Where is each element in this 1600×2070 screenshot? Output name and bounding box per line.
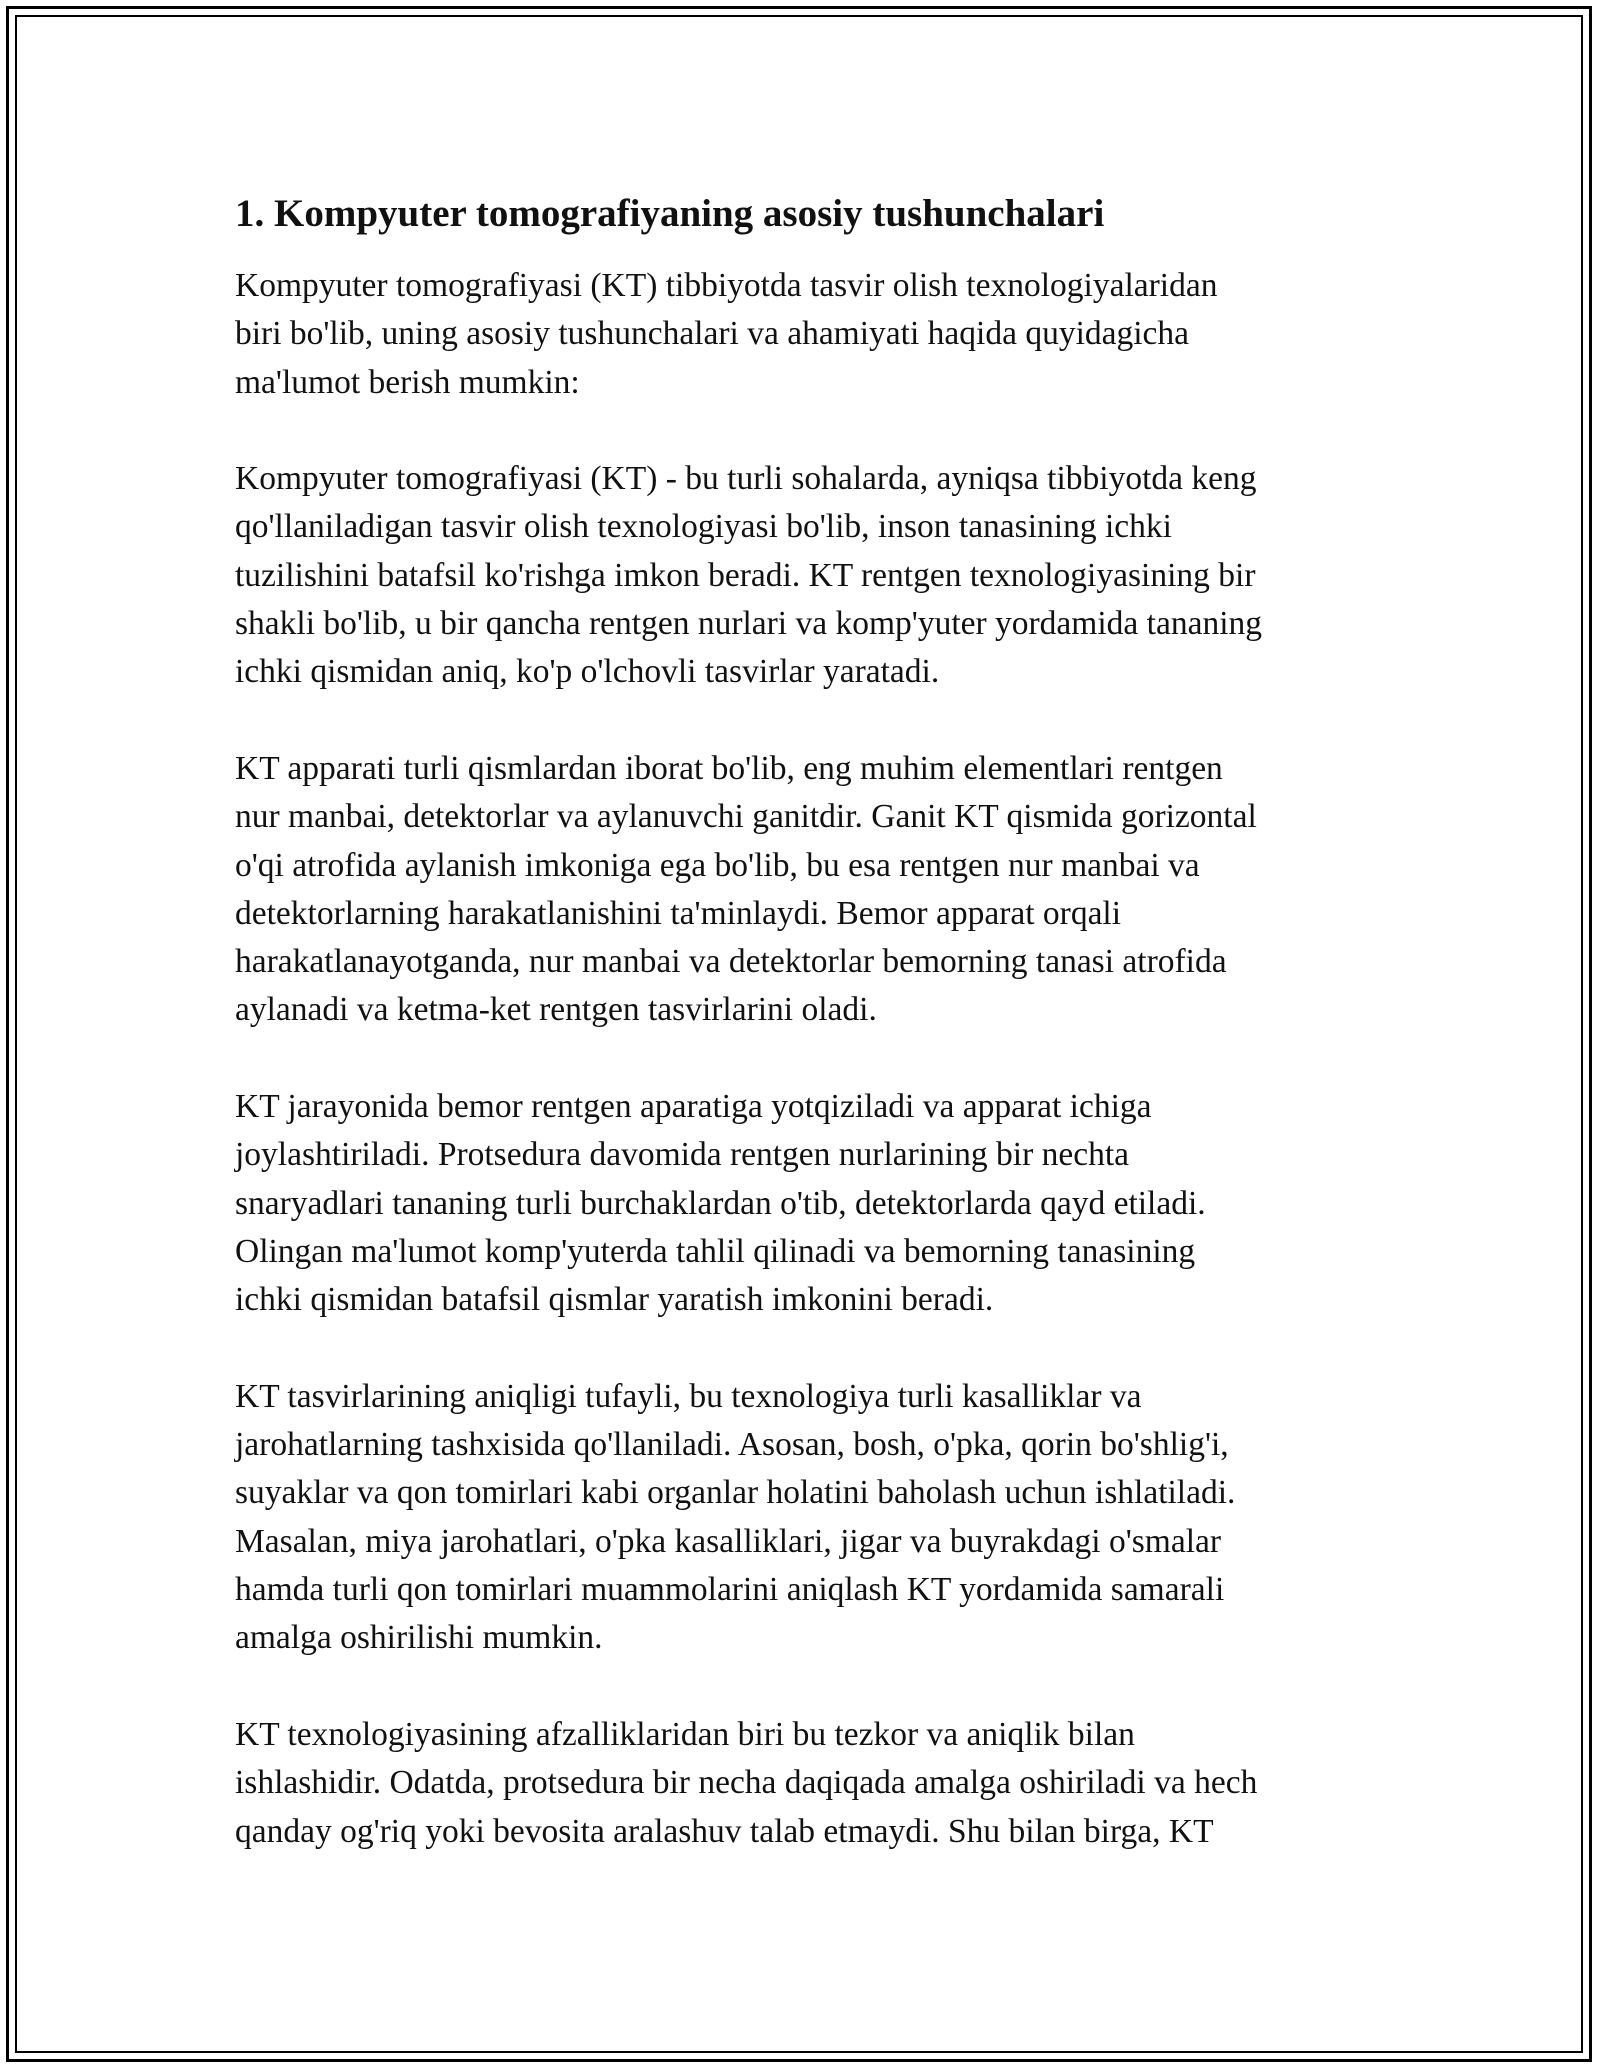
paragraph-line: Masalan, miya jarohatlari, o'pka kasalliklari, jigar va buyrakdagi o'smalar (235, 1522, 1222, 1560)
paragraph (235, 1083, 1370, 1324)
paragraph-line: KT tasvirlarining aniqligi tufayli, bu texnologiya turli kasalliklar va (235, 1377, 1142, 1415)
paragraph-line: hamda turli qon tomirlari muammolarini aniqlash KT yordamida samarali (235, 1571, 1225, 1609)
document-body (235, 186, 1370, 1904)
paragraph-line: KT texnologiyasining afzalliklaridan biri bu tezkor va aniqlik bilan (235, 1715, 1135, 1753)
paragraph-line: KT jarayonida bemor rentgen aparatiga yotqiziladi va apparat ichiga (235, 1088, 1152, 1126)
paragraph (235, 745, 1370, 1035)
paragraph-line: o'qi atrofida aylanish imkoniga ega bo'lib, bu esa rentgen nur manbai va (235, 846, 1200, 884)
paragraph-line: amalga oshirilishi mumkin. (235, 1619, 603, 1657)
paragraph-line: ishlashidir. Odatda, protsedura bir necha daqiqada amalga oshiriladi va hech (235, 1764, 1258, 1802)
paragraph-line: Olingan ma'lumot komp'yuterda tahlil qilinadi va bemorning tanasining (235, 1232, 1196, 1270)
paragraph-line: ichki qismidan batafsil qismlar yaratish imkonini beradi. (235, 1281, 994, 1319)
paragraph (235, 262, 1370, 407)
paragraph-line: snaryadlari tananing turli burchaklardan o'tib, detektorlarda qayd etiladi. (235, 1184, 1206, 1222)
paragraph-line: shakli bo'lib, u bir qancha rentgen nurlari va komp'yuter yordamida tananing (235, 605, 1263, 643)
paragraph-line: ichki qismidan aniq, ko'p o'lchovli tasvirlar yaratadi. (235, 653, 940, 691)
paragraph-line: joylashtiriladi. Protsedura davomida rentgen nurlarining bir nechta (235, 1136, 1130, 1174)
paragraph-list (235, 262, 1370, 1856)
paragraph-line: nur manbai, detektorlar va aylanuvchi ganitdir. Ganit KT qismida gorizontal (235, 798, 1257, 836)
section-heading: 1. Kompyuter tomografiyaning asosiy tushunchalari (235, 192, 1105, 235)
paragraph-line: Kompyuter tomografiyasi (KT) tibbiyotda tasvir olish texnologiyalaridan (235, 267, 1218, 304)
paragraph-line: KT apparati turli qismlardan iborat bo'lib, eng muhim elementlari rentgen (235, 749, 1223, 787)
paragraph-line: jarohatlarning tashxisida qo'llaniladi. Asosan, bosh, o'pka, qorin bo'shlig'i, (235, 1426, 1229, 1464)
paragraph-line: qo'llaniladigan tasvir olish texnologiyasi bo'lib, inson tanasining ichki (235, 508, 1172, 546)
paragraph-line: biri bo'lib, uning asosiy tushunchalari va ahamiyati haqida quyidagicha (235, 315, 1190, 353)
paragraph (235, 1373, 1370, 1663)
paragraph-line: detektorlarning harakatlanishini ta'minlaydi. Bemor apparat orqali (235, 894, 1122, 932)
paragraph-line: Kompyuter tomografiyasi (KT) - bu turli sohalarda, ayniqsa tibbiyotda keng (235, 460, 1257, 498)
paragraph-line: suyaklar va qon tomirlari kabi organlar holatini baholash uchun ishlatiladi. (235, 1474, 1236, 1512)
paragraph (235, 1711, 1370, 1856)
paragraph-line: ma'lumot berish mumkin: (235, 363, 580, 401)
paragraph-line: harakatlanayotganda, nur manbai va detektorlar bemorning tanasi atrofida (235, 943, 1227, 981)
paragraph-line: qanday og'riq yoki bevosita aralashuv talab etmaydi. Shu bilan birga, KT (235, 1812, 1214, 1850)
paragraph (235, 455, 1370, 696)
paragraph-line: aylanadi va ketma-ket rentgen tasvirlarini oladi. (235, 991, 877, 1029)
paragraph-line: tuzilishini batafsil ko'rishga imkon beradi. KT rentgen texnologiyasining bir (235, 556, 1256, 594)
